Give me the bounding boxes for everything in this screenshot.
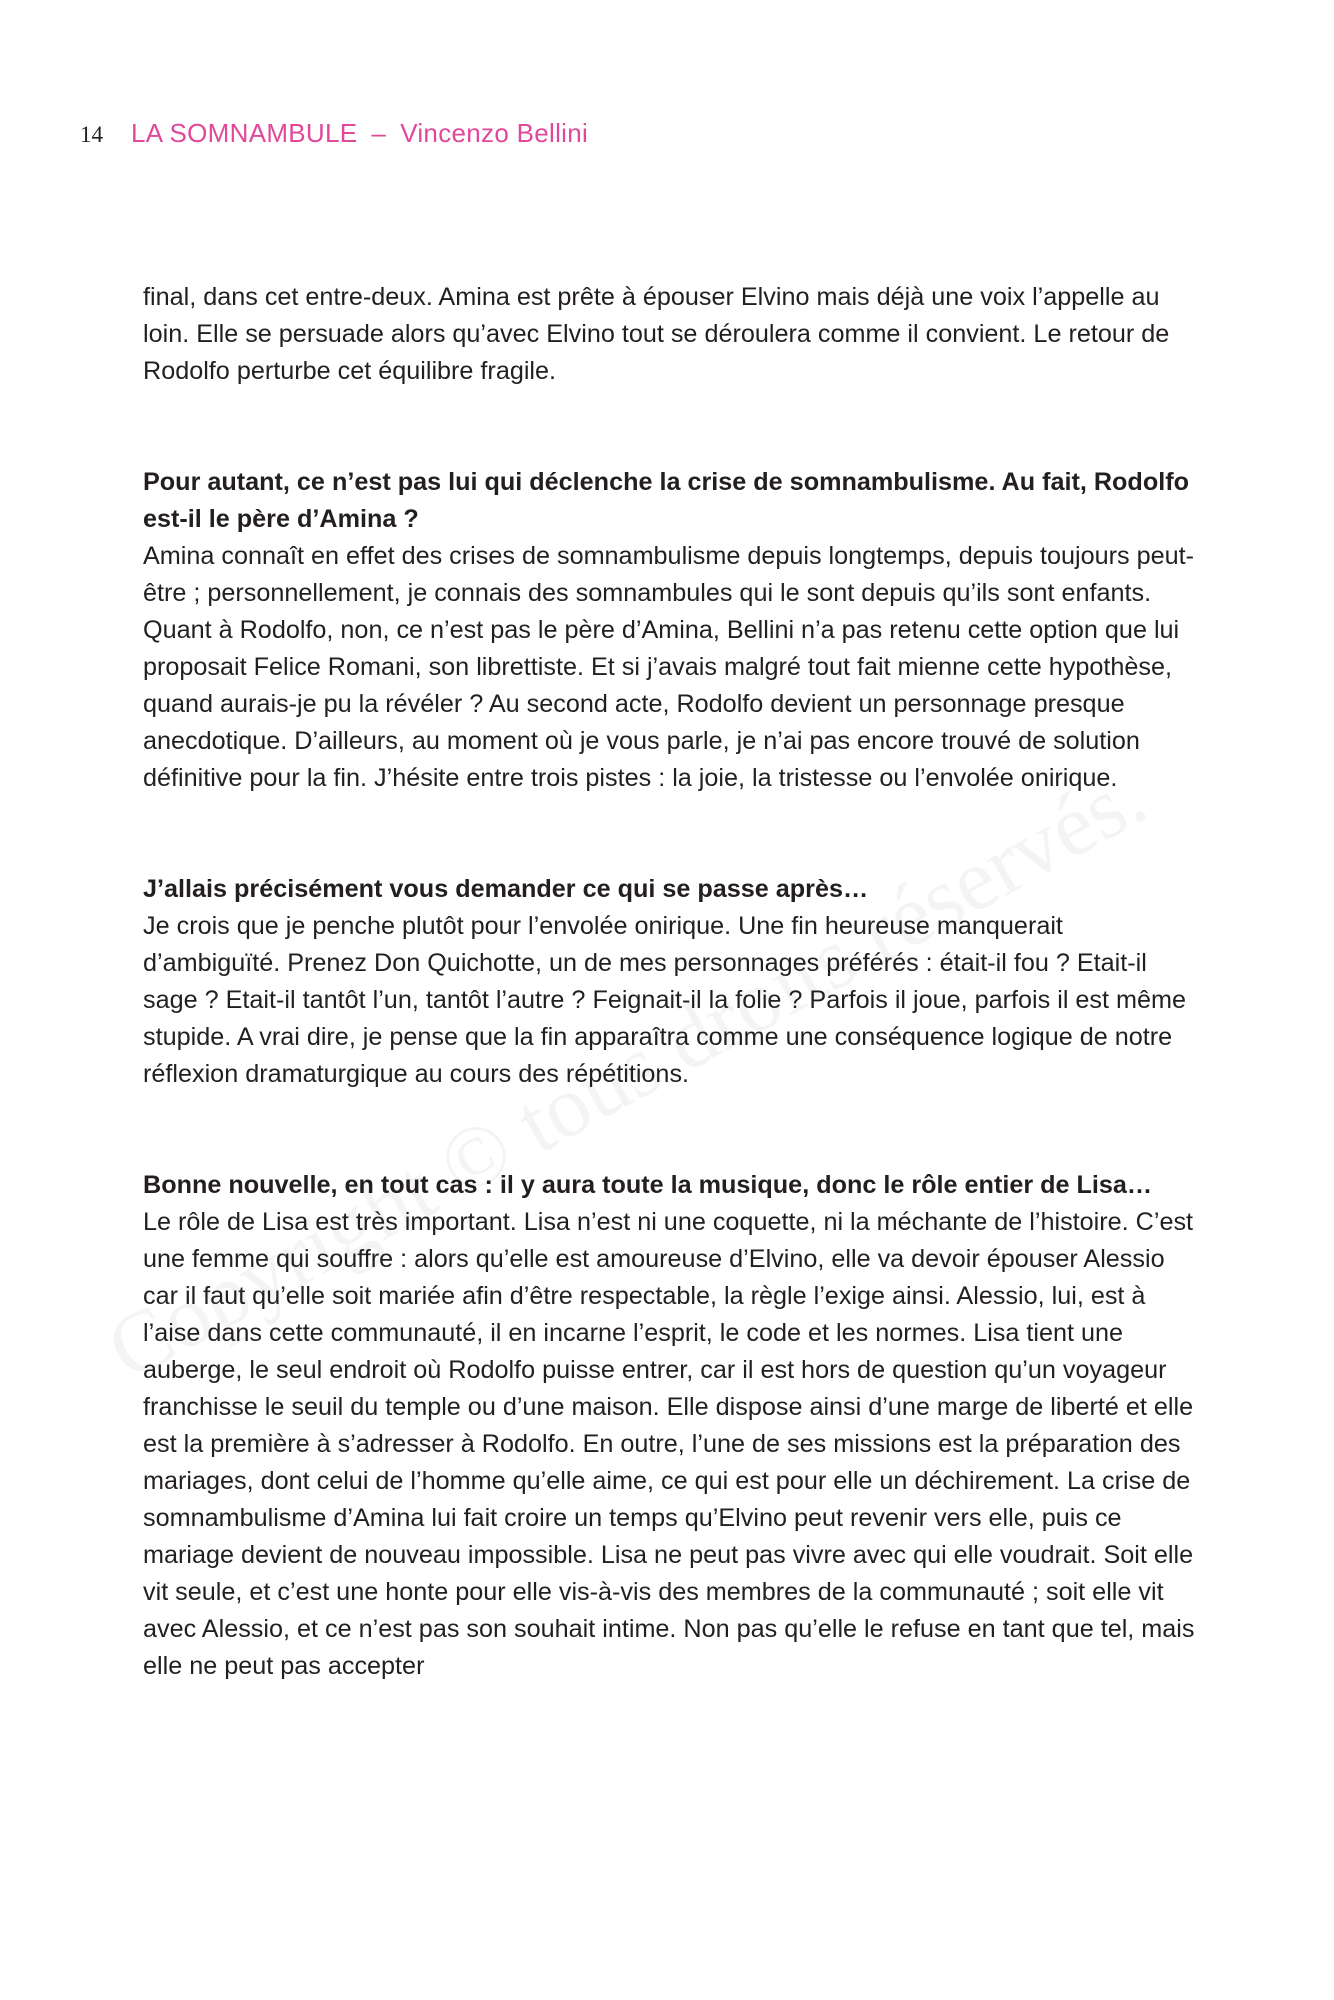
page-body — [143, 279, 1203, 1685]
running-header — [80, 118, 588, 152]
intro-paragraph: final, dans cet entre-deux. Amina est prête à épouser Elvino mais déjà une voix l’appelle au loin. Elle se persuade alors qu’avec Elvino tout se déroulera comme il convient. Le retour de Rodolfo perturbe cet équilibre fragile. — [143, 283, 1170, 385]
section-gap — [143, 390, 1203, 464]
interview-question: Bonne nouvelle, en tout cas : il y aura toute la musique, donc le rôle entier de Lisa… — [143, 1171, 1153, 1199]
interview-answer: Je crois que je penche plutôt pour l’envolée onirique. Une fin heureuse manquerait d’ambiguïté. Prenez Don Quichotte, un de mes personnages préférés : était-il fou ? Etait-il sage ? Etait-il tantôt l’un, tantôt l’autre ? Feignait-il la folie ? Parfois il joue, parfois il est même stupide. A vrai dire, je pense que la fin apparaîtra comme une conséquence logique de notre réflexion dramaturgique au cours des répétitions. — [143, 912, 1186, 1088]
interview-answer: Amina connaît en effet des crises de somnambulisme depuis longtemps, depuis toujours peut-être ; personnellement, je connais des somnambules qui le sont depuis qu’ils sont enfants. Quant à Rodolfo, non, ce n’est pas le père d’Amina, Bellini n’a pas retenu cette option que lui proposait Felice Romani, son librettiste. Et si j’avais malgré tout fait mienne cette hypothèse, quand aurais-je pu la révéler ? Au second acte, Rodolfo devient un personnage presque anecdotique. D’ailleurs, au moment où je vous parle, je n’ai pas encore trouvé de solution définitive pour la fin. J’hésite entre trois pistes : la joie, la tristesse ou l’envolée onirique. — [143, 542, 1194, 792]
section-gap — [143, 1093, 1203, 1167]
composer-name: Vincenzo Bellini — [400, 118, 589, 148]
qa-block — [143, 1167, 1203, 1685]
interview-answer: Le rôle de Lisa est très important. Lisa n’est ni une coquette, ni la méchante de l’histoire. C’est une femme qui souffre : alors qu’elle est amoureuse d’Elvino, elle va devoir épouser Alessio car il faut qu’elle soit mariée afin d’être respectable, la règle l’exige ainsi. Alessio, lui, est à l’aise dans cette communauté, il en incarne l’esprit, le code et les normes. Lisa tient une auberge, le seul endroit où Rodolfo puisse entrer, car il est hors de question qu’un voyageur franchisse le seuil du temple ou d’une maison. Elle dispose ainsi d’une marge de liberté et elle est la première à s’adresser à Rodolfo. En outre, l’une de ses missions est la préparation des mariages, dont celui de l’homme qu’elle aime, ce qui est pour elle un déchirement. La crise de somnambulisme d’Amina lui fait croire un temps qu’Elvino peut revenir vers elle, puis ce mariage devient de nouveau impossible. Lisa ne peut pas vivre avec qui elle voudrait. Soit elle vit seule, et c’est une honte pour elle vis-à-vis des membres de la communauté ; soit elle vit avec Alessio, et ce n’est pas son souhait intime. Non pas qu’elle le refuse en tant que tel, mais elle ne peut pas accepter — [143, 1208, 1195, 1680]
book-title: LA SOMNAMBULE — [131, 118, 358, 148]
running-title — [131, 118, 588, 149]
section-gap — [143, 797, 1203, 871]
interview-question: J’allais précisément vous demander ce qui se passe après… — [143, 875, 869, 903]
title-separator: – — [371, 118, 387, 148]
qa-block — [143, 871, 1203, 1093]
qa-block — [143, 464, 1203, 797]
interview-question: Pour autant, ce n’est pas lui qui déclenche la crise de somnambulisme. Au fait, Rodolfo est-il le père d’Amina ? — [143, 468, 1189, 533]
page-number: 14 — [80, 122, 103, 147]
